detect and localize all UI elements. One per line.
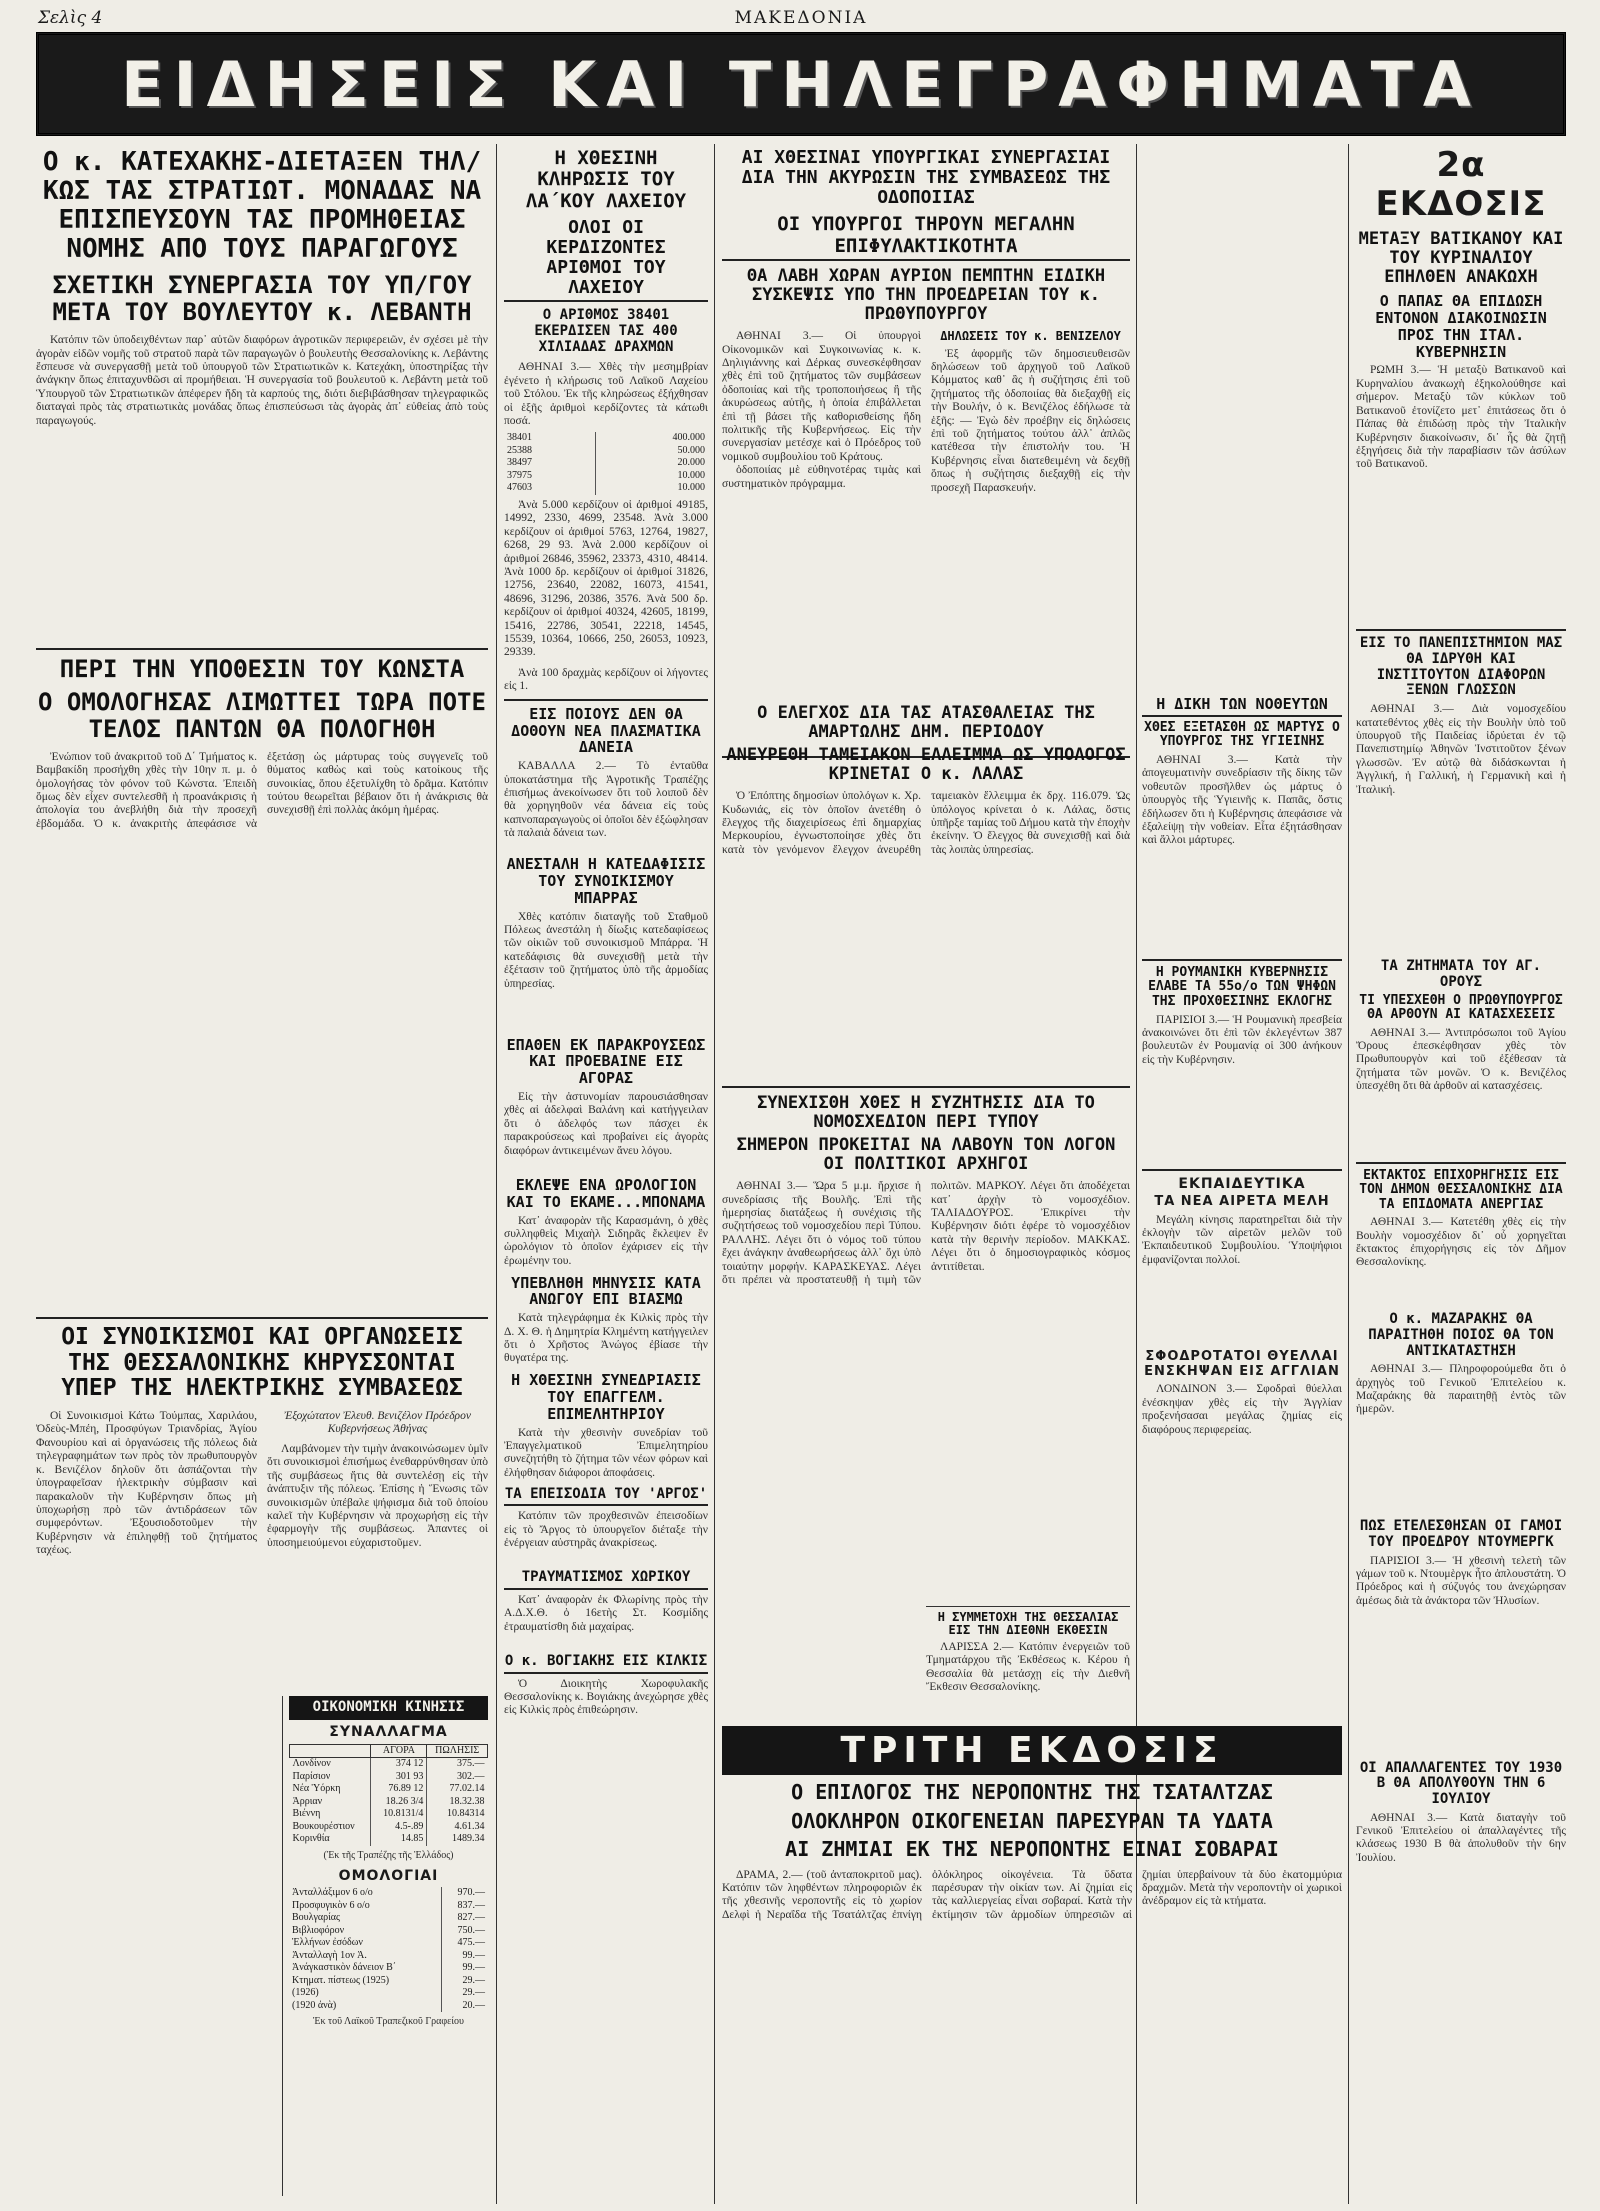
table-cell: 400.000 bbox=[595, 432, 708, 445]
article-body: Ὁ Ἐπόπτης δημοσίων ὑπολόγων κ. Χρ. Κυδωνιάς, εἰς τὸν ὁποῖον ἀνετέθη ὁ ἔλεγχος τῆς διαχειρίσεως ἐπὶ δημαρχίας Μερκουρίου, ἐγνωστοποίησε χθὲς ὅτι κατὰ τὸν γενόμενον ἔλεγχον ἀνευρέθη ταμειακὸν ἔλλειμμα ἐκ δρχ. 116.079. Ὡς ὑπόλογος κρίνεται ὁ κ. Λάλας, ὅστις ὑπῆρξε ταμίας τοῦ Δήμου κατὰ τὴν ἐποχὴν ἐκείνην. Ὁ ἔλεγχος θὰ συνεχισθῇ καὶ διὰ τὰς λοιπὰς ὑπηρεσίας. bbox=[722, 790, 1130, 856]
deck: ΘΑ ΛΑΒΗ ΧΩΡΑΝ ΑΥΡΙΟΝ ΠΕΜΠΤΗΝ ΕΙΔΙΚΗ ΣΥΣΚΕΨΙΣ ΥΠΟ ΤΗΝ ΠΡΟΕΔΡΕΙΑΝ ΤΟΥ κ. ΠΡΩΘΥΠΟΥΡΓΟΥ bbox=[746, 266, 1106, 325]
page-number: Σελὶς 4 bbox=[38, 8, 103, 28]
edition-banner: ΤΡΙΤΗ ΕΚΔΟΣΙΣ bbox=[722, 1726, 1342, 1775]
headline: ΕΚΛΕΨΕ ΕΝΑ ΩΡΟΛΟΓΙΟΝ ΚΑΙ ΤΟ ΕΚΑΜΕ...ΜΠΟΝΑΜΑ bbox=[506, 1175, 706, 1211]
headline: ΤΡΑΥΜΑΤΙΣΜΟΣ ΧΩΡΙΚΟΥ bbox=[504, 1570, 708, 1590]
article-body: Κατ᾽ ἀναφορὰν τῆς Καρασμάνη, ὁ χθὲς συλληφθεὶς Μιχαὴλ Σιδηρᾶς ἔκλεψεν ἓν ὡρολόγιον τὸ ὁποῖον ἐχάρισεν εἰς τὴν ἐρωμένην του. bbox=[504, 1214, 708, 1267]
bonds-table bbox=[289, 1887, 488, 2012]
subheadline: ΑΝΕΥΡΕΘΗ ΤΑΜΕΙΑΚΟΝ ΕΛΛΕΙΜΜΑ ΩΣ ΥΠΟΛΟΓΟΣ ΚΡΙΝΕΤΑΙ Ο κ. ΛΑΛΑΣ bbox=[726, 745, 1126, 785]
table-cell: 29.— bbox=[441, 1987, 488, 2000]
article-body: ΛΑΡΙΣΣΑ 2.— Κατόπιν ἐνεργειῶν τοῦ Τμηματάρχου τῆς Ἐκθέσεως κ. Κέρου ἡ Θεσσαλία θὰ μετάσχῃ εἰς τὴν Διεθνῆ Ἔκθεσιν Θεσσαλονίκης. bbox=[926, 1640, 1130, 1694]
headline: ΕΙΣ ΠΟΙΟΥΣ ΔΕΝ ΘΑ ΔΟΘΟΥΝ ΝΕΑ ΠΛΑΣΜΑΤΙΚΑ ΔΑΝΕΙΑ bbox=[511, 704, 701, 757]
article-body: Κατόπιν τῶν προχθεσινῶν ἐπεισοδίων εἰς τὸ Ἄργος τὸ ὑπουργεῖον διέταξε τὴν ἐνέργειαν αὐστηρᾶς ἀνακρίσεως. bbox=[504, 1510, 708, 1550]
table-cell: 29.— bbox=[441, 1975, 488, 1988]
table-cell: 375.— bbox=[427, 1758, 488, 1771]
exchange-row bbox=[290, 1758, 488, 1771]
table-cell: 99.— bbox=[441, 1962, 488, 1975]
column-rule bbox=[1348, 144, 1349, 2204]
table-cell: 76.89 12 bbox=[371, 1783, 427, 1796]
col-header: ΠΩΛΗΣΙΣ bbox=[427, 1744, 488, 1758]
edition-title: 2α ΕΚΔΟΣΙΣ bbox=[1375, 145, 1547, 225]
article-body: ΑΘΗΝΑΙ 3.— Ἀντιπρόσωποι τοῦ Ἁγίου Ὄρους ἐπεσκέφθησαν χθὲς τὸν Πρωθυπουργὸν καὶ τοῦ ἐξέθεσαν τὰ ζητήματα τῶν μονῶν. Ὁ κ. Βενιζέλος ὑπεσχέθη ὅτι θὰ ἀρθοῦν αἱ κατασχέσεις. bbox=[1356, 1026, 1566, 1093]
exchange-row bbox=[290, 1821, 488, 1834]
lottery-row bbox=[504, 482, 708, 495]
article-divider bbox=[1142, 1169, 1342, 1171]
table-cell: Παρίσιον bbox=[292, 1770, 331, 1782]
bond-row bbox=[289, 2000, 488, 2013]
article-divider bbox=[36, 648, 488, 650]
headline: ΣΦΟΔΡΟΤΑΤΟΙ ΘΥΕΛΛΑΙ ΕΝΣΚΗΨΑΝ ΕΙΣ ΑΓΓΛΙΑΝ bbox=[1144, 1348, 1340, 1379]
article-body: ΑΘΗΝΑΙ 3.— Κατετέθη χθὲς εἰς τὴν Βουλὴν νομοσχέδιον δι᾽ οὗ χορηγεῖται ἔκτακτος ἐπιχορήγησις εἰς τὸν Δῆμον Θεσσαλονίκης. bbox=[1356, 1216, 1566, 1269]
article-body: ΔΡΑΜΑ, 2.— (τοῦ ἀνταποκριτοῦ μας). Κατόπιν τῶν ληφθέντων πληροφοριῶν ἐκ τῆς χθεσινῆς νεροποντῆς εἰς τὸ χωρίον Δελφὶ ἡ Νεραΐδα τῆς Τσατάλτζας ἐπνίγη ὁλόκληρος οἰκογένεια. Τὰ ὕδατα παρέσυραν τὴν οἰκίαν των. Αἱ ζημίαι εἰς τὰς καλλιεργείας εἶναι σοβαραί. Κατὰ τὴν ἐκτίμησιν τῶν ἁρμοδίων ὑπηρεσιῶν αἱ ζημίαι ὑπερβαίνουν τὰ δύο ἑκατομμύρια δραχμῶν. Μετὰ τὴν νεροποντὴν οἱ χωρικοὶ ἀνέδραμον εἰς τὰ κτήματα. bbox=[722, 1868, 1342, 1921]
exchange-title: ΣΥΝΑΛΛΑΓΜΑ bbox=[329, 1723, 448, 1740]
article-body: ΚΑΒΑΛΛΑ 2.— Τὸ ἐνταῦθα ὑποκατάστημα τῆς Ἀγροτικῆς Τραπέζης ἐπισήμως ἀνεκοίνωσεν ὅτι τοῦ λοιποῦ δὲν θὰ χορηγηθοῦν νέα δάνεια εἰς τοὺς καπνοπαραγωγοὺς οἱ ὁποῖοι δὲν ἐξώφλησαν τὰ παλαιὰ δάνεια των. bbox=[504, 760, 708, 840]
table-cell: 4.61.34 bbox=[427, 1821, 488, 1834]
subheadline: Ο ΟΜΟΛΟΓΗΣΑΣ ΛΙΜΩΤΤΕΙ ΤΩΡΑ ΠΟΤΕ ΤΕΛΟΣ ΠΑΝΤΩΝ ΘΑ ΠΟΛΟΓΗΘΗ bbox=[38, 688, 486, 743]
article-body: Οἱ Συνοικισμοὶ Κάτω Τούμπας, Χαριλάου, Ὀδεὺς-Μπέη, Προσφύγων Τριανδρίας, Ἁγίου Φανουρίου καὶ αἱ ὀργανώσεις τῆς πόλεως διὰ τηλεγραφημάτων των πρὸς τὸν πρωθυπουργὸν κ. Βενιζέλον δηλοῦν ὅτι ἀσπάζονται τὴν ὑπογραφεῖσαν ἠλεκτρικὴν σύμβασιν καὶ παρακαλοῦν τὴν Κυβέρνησιν ὅπως μὴ ὑποχωρήσῃ πρὸ τῶν ἀντιδράσεων τῶν συμφερόντων. Ἐξουσιοδοτοῦμεν τὴν Κυβέρνησιν νὰ ἐπιληφθῇ τοῦ ζητήματος ταχέως. bbox=[36, 1410, 257, 1557]
masthead: ΜΑΚΕΔΟΝΙΑ bbox=[734, 8, 868, 28]
article-body: Ἐξ ἀφορμῆς τῶν δημοσιευθεισῶν δηλώσεων τοῦ ἀρχηγοῦ τοῦ Λαϊκοῦ Κόμματος καθ᾽ ἃς ἡ συζήτησις ἐπὶ τοῦ ζητήματος τῆς ὁδοποιίας θὰ διεξαχθῇ εἰς τὴν Βουλήν, ὁ κ. Βενιζέλος ἐδήλωσε τὰ ἑξῆς: — Ἐγὼ δὲν προέβην εἰς δηλώσεις ἐπὶ τοῦ ζητήματος τούτου ἀλλ᾽ ἁπλῶς κατέθεσα τὴν ἐπιστολήν του. Ἡ Κυβέρνησις εἶναι διατεθειμένη νὰ δεχθῇ ὅπως ἡ συζήτησις διεξαχθῇ εἰς τὴν προσεχῆ Παρασκευήν. bbox=[931, 347, 1130, 494]
subheadline: ΣΗΜΕΡΟΝ ΠΡΟΚΕΙΤΑΙ ΝΑ ΛΑΒΟΥΝ ΤΟΝ ΛΟΓΟΝ ΟΙ ΠΟΛΙΤΙΚΟΙ ΑΡΧΗΓΟΙ bbox=[736, 1135, 1116, 1175]
headline: Ο ΕΠΙΛΟΓΟΣ ΤΗΣ ΝΕΡΟΠΟΝΤΗΣ ΤΗΣ ΤΣΑΤΑΛΤΖΑΣ bbox=[791, 1780, 1273, 1805]
headline: Η ΔΙΚΗ ΤΩΝ ΝΟΘΕΥΤΩΝ bbox=[1142, 696, 1342, 717]
bond-row bbox=[289, 1975, 488, 1988]
article-body: Μεγάλη κίνησις παρατηρεῖται διὰ τὴν ἐκλογὴν τῶν αἱρετῶν μελῶν τοῦ Ἐκπαιδευτικοῦ Συμβουλίου. Ὑποψήφιοι ἐμφανίζονται πολλοί. bbox=[1142, 1213, 1342, 1266]
article-columns bbox=[722, 330, 1130, 750]
exchange-row bbox=[290, 1783, 488, 1796]
article-body: ΠΑΡΙΣΙΟΙ 3.— Ἡ Ρουμανικὴ πρεσβεία ἀνακοινώνει ὅτι ἐπὶ τῶν ἐκλεγέντων 387 βουλευτῶν ἐν Ρουμανίᾳ οἱ 300 ἀνήκουν εἰς τὴν Κυβέρνησιν. bbox=[1142, 1013, 1342, 1066]
article-divider bbox=[1356, 629, 1566, 631]
article-body: ΑΘΗΝΑΙ 3.— Οἱ ὑπουργοὶ Οἰκονομικῶν καὶ Συγκοινωνίας κ. κ. Δηλιγιάννης καὶ Δέρκας συνεσκέφθησαν χθὲς ἐπὶ τοῦ ζητήματος τῶν συμβάσεων ὁδοποιίας καὶ τῆς τροποποιήσεως ἢ τῆς ἀκυρώσεως αὐτῆς, ἡ ὁποία ἐπιβάλλεται ἐπὶ τῇ βάσει τῆς καθορισθείσης ἤδη πολιτικῆς τῆς Κυβερνήσεως. Εἰς τὴν συνεργασίαν μετέσχε καὶ ὁ Πρόεδρος τοῦ νομικοῦ συμβουλίου τοῦ Κράτους. bbox=[722, 330, 921, 463]
table-cell: Κορινθία bbox=[292, 1833, 330, 1845]
article-body: ΑΘΗΝΑΙ 3.— Κατὰ διαταγὴν τοῦ Γενικοῦ Ἐπιτελείου οἱ ἀπαλλαγέντες τῆς κλάσεως 1930 Β θὰ ἀπολυθοῦν τὴν 6ην Ἰουλίου. bbox=[1356, 1811, 1566, 1864]
table-cell: 20.000 bbox=[595, 457, 708, 470]
article-body: Εἰς τὴν ἀστυνομίαν παρουσιάσθησαν χθὲς αἱ ἀδελφαὶ Βαλάνη καὶ κατήγγειλαν ὅτι ὁ ἀδελφός των πάσχει ἐκ παρακρούσεως καὶ προβαίνει εἰς ἀγορὰς διαφόρων ἀντικειμένων ἄνευ λόγου. bbox=[504, 1090, 708, 1157]
headline: Ο ΕΛΕΓΧΟΣ ΔΙΑ ΤΑΣ ΑΤΑΣΘΑΛΕΙΑΣ ΤΗΣ ΑΜΑΡΤΩΛΗΣ ΔΗΜ. ΠΕΡΙΟΔΟΥ bbox=[757, 704, 1095, 743]
headline: Ο κ. ΚΑΤΕΧΑΚΗΣ-ΔΙΕΤΑΞΕΝ ΤΗΛ/ΚΩΣ ΤΑΣ ΣΤΡΑΤΙΩΤ. ΜΟΝΑΔΑΣ ΝΑ ΕΠΙΣΠΕΥΣΟΥΝ ΤΑΣ ΠΡΟΜΗΘΕΙΑΣ ΝΟΜΗΣ ΑΠΟ ΤΟΥΣ ΠΑΡΑΓΩΓΟΥΣ bbox=[42, 147, 482, 265]
headline: ΤΑ ΖΗΤΗΜΑΤΑ ΤΟΥ ΑΓ. ΟΡΟΥΣ bbox=[1380, 958, 1542, 990]
column-rule bbox=[714, 144, 715, 2204]
table-cell: 47603 bbox=[507, 482, 532, 494]
subheadline: ΣΧΕΤΙΚΗ ΣΥΝΕΡΓΑΣΙΑ ΤΟΥ ΥΠ/ΓΟΥ ΜΕΤΑ ΤΟΥ ΒΟΥΛΕΥΤΟΥ κ. ΛΕΒΑΝΤΗ bbox=[52, 271, 472, 327]
article-divider bbox=[1356, 1162, 1566, 1164]
table-cell: 1489.34 bbox=[427, 1833, 488, 1846]
headline: Η ΣΥΜΜΕΤΟΧΗ ΤΗΣ ΘΕΣΣΑΛΙΑΣ ΕΙΣ ΤΗΝ ΔΙΕΘΝΗ ΕΚΘΕΣΙΝ bbox=[937, 1610, 1119, 1638]
table-cell: Ἑλλήνων ἐσόδων bbox=[292, 1937, 363, 1949]
economic-box bbox=[282, 1696, 488, 2196]
exchange-source: (Ἐκ τῆς Τραπέζης τῆς Ἑλλάδος) bbox=[323, 1849, 454, 1861]
bond-row bbox=[289, 1937, 488, 1950]
bond-row bbox=[289, 1887, 488, 1900]
bond-row bbox=[289, 1912, 488, 1925]
newspaper-page bbox=[36, 6, 1566, 2206]
page-topline bbox=[36, 6, 1566, 30]
article-divider bbox=[36, 1317, 488, 1319]
article-body: ΑΘΗΝΑΙ 3.— Ὥρα 5 μ.μ. ἤρχισε ἡ συνεδρίασις τῆς Βουλῆς. Ἐπὶ τῆς ἡμερησίας διατάξεως ἡ συνέχισις τῆς συζητήσεως τοῦ νομοσχεδίου περὶ Τύπου. ΡΑΛΛΗΣ. Λέγει ὅτι ὁ νόμος τοῦ τύπου ἔχει ἀνάγκην ἀναθεωρήσεως ἀλλ᾽ ὄχι ὑπὸ τοιαύτην μορφήν. ΚΑΡΑΣΚΕΥΑΣ. Λέγει ὅτι πρέπει νὰ προστατευθῇ ἡ τιμὴ τῶν πολιτῶν. ΜΑΡΚΟΥ. Λέγει ὅτι ἀποδέχεται κατ᾽ ἀρχὴν τὸ νομοσχέδιον. ΤΑΛΙΑΔΟΥΡΟΣ. Ἐπικρίνει τὴν Κυβέρνησιν διότι ἐφέρε τὸ νομοσχέδιον κατὰ τὴν θερινὴν περίοδον. ΜΑΚΚΑΣ. Λέγει ὅτι ὁ δημοσιογραφικὸς κόσμος ἀντιτίθεται. bbox=[722, 1180, 1130, 1286]
exchange-row bbox=[290, 1808, 488, 1821]
press-law-article bbox=[722, 1086, 1130, 1606]
headline: ΤΑ ΕΠΕΙΣΟΔΙΑ ΤΟΥ 'ΑΡΓΟΣ' bbox=[504, 1487, 708, 1507]
subheadline: ΤΑ ΝΕΑ ΑΙΡΕΤΑ ΜΕΛΗ bbox=[1154, 1193, 1330, 1209]
exchange-table bbox=[289, 1744, 488, 1846]
table-cell: 14.85 bbox=[371, 1833, 427, 1846]
table-cell: Ἀνάγκαστικὸν δάνειον Β΄ bbox=[292, 1962, 397, 1974]
exchange-row bbox=[290, 1771, 488, 1784]
headline: Η ΡΟΥΜΑΝΙΚΗ ΚΥΒΕΡΝΗΣΙΣ ΕΛΑΒΕ ΤΑ 55ο/ο ΤΩΝ ΨΗΦΩΝ ΤΗΣ ΠΡΟΧΘΕΣΙΝΗΣ ΕΚΛΟΓΗΣ bbox=[1148, 964, 1336, 1009]
table-cell: 301 93 bbox=[371, 1771, 427, 1784]
subheadline: ΟΙ ΥΠΟΥΡΓΟΙ ΤΗΡΟΥΝ ΜΕΓΑΛΗΝ ΕΠΙΦΥΛΑΚΤΙΚΟΤΗΤΑ bbox=[722, 214, 1130, 261]
headline: Η ΧΘΕΣΙΝΗ ΣΥΝΕΔΡΙΑΣΙΣ ΤΟΥ ΕΠΑΓΓΕΛΜ. ΕΠΙΜΕΛΗΤΗΡΙΟΥ bbox=[511, 1371, 701, 1423]
headline: ΕΠΑΘΕΝ ΕΚ ΠΑΡΑΚΡΟΥΣΕΩΣ ΚΑΙ ΠΡΟΕΒΑΙΝΕ ΕΙΣ ΑΓΟΡΑΣ bbox=[506, 1035, 706, 1088]
lottery-row bbox=[504, 445, 708, 458]
headline: ΕΙΣ ΤΟ ΠΑΝΕΠΙΣΤΗΜΙΟΝ ΜΑΣ ΘΑ ΙΔΡΥΘΗ ΚΑΙ ΙΝΣΤΙΤΟΥΤΟΝ ΔΙΑΦΟΡΩΝ ΞΕΝΩΝ ΓΛΩΣΣΩΝ bbox=[1359, 635, 1563, 699]
column-rule bbox=[496, 144, 497, 2204]
table-cell: 374 12 bbox=[371, 1758, 427, 1771]
table-cell: Προσφυγικὸν 6 ο/ο bbox=[292, 1899, 370, 1911]
table-cell: 10.84314 bbox=[427, 1808, 488, 1821]
headline: ΕΚΤΑΚΤΟΣ ΕΠΙΧΟΡΗΓΗΣΙΣ ΕΙΣ ΤΟΝ ΔΗΜΟΝ ΘΕΣΣΑΛΟΝΙΚΗΣ ΔΙΑ ΤΑ ΕΠΙΔΟΜΑΤΑ ΑΝΕΡΓΙΑΣ bbox=[1359, 1167, 1563, 1212]
bonds-title: ΟΜΟΛΟΓΙΑΙ bbox=[338, 1868, 439, 1885]
table-cell: (1920 ἀνὰ) bbox=[292, 1999, 337, 2011]
article-body: ΑΘΗΝΑΙ 3.— Πληροφορούμεθα ὅτι ὁ ἀρχηγὸς τοῦ Γενικοῦ Ἐπιτελείου κ. Μαζαράκης θὰ παραιτηθῇ ἐντὸς τῶν ἡμερῶν. bbox=[1356, 1363, 1566, 1416]
inline-heading: ΔΗΛΩΣΕΙΣ ΤΟΥ κ. ΒΕΝΙΖΕΛΟΥ bbox=[940, 330, 1121, 344]
table-cell: 25388 bbox=[507, 444, 532, 456]
table-cell: Νέα Ὑόρκη bbox=[292, 1783, 341, 1795]
subheadline: Ο ΠΑΠΑΣ ΘΑ ΕΠΙΔΩΣΗ ΕΝΤΟΝΟΝ ΔΙΑΚΟΙΝΩΣΙΝ ΠΡΟΣ ΤΗΝ ΙΤΑΛ. ΚΥΒΕΡΝΗΣΙΝ bbox=[1375, 292, 1547, 361]
bonds-source: Ἐκ τοῦ Λαϊκοῦ Τραπεζικοῦ Γραφείου bbox=[313, 2016, 464, 2028]
col-header: ΑΓΟΡΑ bbox=[371, 1744, 427, 1758]
article-body: Ἀνὰ 5.000 κερδίζουν οἱ ἀριθμοί 49185, 14992, 2330, 4699, 23548. Ἀνὰ 3.000 κερδίζουν οἱ ἀριθμοί 5763, 12764, 19827, 6268, 29 93. Ἀνὰ 2.000 κερδίζουν οἱ ἀριθμοί 26846, 35962, 23373, 4310, 48414. Ἀνὰ 1000 δρ. κερδίζουν οἱ ἀριθμοί 31826, 12756, 23640, 22082, 16073, 41541, 48696, 31296, 20386, 3576. Ἀνὰ 500 δρ. κερδίζουν οἱ ἀριθμοί 40324, 42605, 18199, 15416, 22786, 30541, 22218, 14545, 15539, 10364, 10666, 250, 26053, 10923, 29339. bbox=[504, 498, 708, 659]
table-cell: (1926) bbox=[292, 1987, 319, 1999]
lottery-row bbox=[504, 470, 708, 483]
article-body: Ἐνώπιον τοῦ ἀνακριτοῦ τοῦ Δ΄ Τμήματος κ. Βαμβακίδη προσήχθη χθὲς τὴν 10ην π. μ. ὁ ὁμολογήσας τὸν φόνον τοῦ Κώνστα. Ἐπειδὴ ὅμως δὲν εἶχεν συντελεσθῆ ἡ προανάκρισις ἡ ἀπολογία του ἀνεβλήθη διὰ τὴν προσεχῆ ἑβδομάδα. Ὁ κ. ἀνακριτὴς ἀπεφάσισε νὰ ἐξετάσῃ ὡς μάρτυρας τοὺς συγγενεῖς τοῦ θύματος καθὼς καὶ τοὺς κατοίκους τῆς συνοικίας, ὅπου ἐξετυλίχθη τὸ δρᾶμα. Κατόπιν τούτου θεωρεῖται βέβαιον ὅτι ἡ ἀνάκρισις θὰ συνεχισθῇ ἐπὶ πολλὰς ἀκόμη ἡμέρας. bbox=[36, 750, 488, 830]
bond-row bbox=[289, 1925, 488, 1938]
bond-row bbox=[289, 1950, 488, 1963]
article-body: ΠΑΡΙΣΙΟΙ 3.— Ἡ χθεσινὴ τελετὴ τῶν γάμων τοῦ κ. Ντουμὲργκ ἦτο ἁπλουστάτη. Ὁ Πρόεδρος καὶ ἡ σύζυγός του ἀνεχώρησαν ἀμέσως διὰ τὰ ἀνάκτορα τῶν Ἠλυσίων. bbox=[1356, 1554, 1566, 1607]
article-body: Ἀνὰ 100 δραχμὰς κερδίζουν οἱ λήγοντες εἰς 1. bbox=[504, 666, 708, 693]
lottery-row bbox=[504, 457, 708, 470]
table-cell: 18.26 3/4 bbox=[371, 1796, 427, 1809]
column-2 bbox=[504, 144, 708, 2204]
section-banner bbox=[36, 32, 1566, 136]
table-cell: Ἀρριαν bbox=[292, 1795, 323, 1807]
column-3b bbox=[1136, 696, 1348, 1696]
headline: ΕΚΠΑΙΔΕΥΤΙΚΑ bbox=[1178, 1175, 1306, 1192]
headline: ΟΙ ΑΠΑΛΛΑΓΕΝΤΕΣ ΤΟΥ 1930 Β ΘΑ ΑΠΟΛΥΘΟΥΝ ΤΗΝ 6 ΙΟΥΛΙΟΥ bbox=[1359, 1759, 1563, 1807]
table-cell: 10.8131/4 bbox=[371, 1808, 427, 1821]
article-body: Κατὰ τὴν χθεσινὴν συνεδρίαν τοῦ Ἐπαγγελματικοῦ Ἐπιμελητηρίου συνεζητήθη τὸ ζήτημα τῶν νέων φόρων καὶ ἐλήφθησαν διάφοροι ἀποφάσεις. bbox=[504, 1426, 708, 1479]
bond-row bbox=[289, 1987, 488, 2000]
headline: ΥΠΕΒΛΗΘΗ ΜΗΝΥΣΙΣ ΚΑΤΑ ΑΝΩΓΟΥ ΕΠΙ ΒΙΑΣΜΩ bbox=[511, 1273, 701, 1309]
table-cell: Βιβλιοφόρον bbox=[292, 1924, 345, 1936]
bond-row bbox=[289, 1900, 488, 1913]
headline: ΜΕΤΑΞΥ ΒΑΤΙΚΑΝΟΥ ΚΑΙ ΤΟΥ ΚΥΡΙΝΑΛΙΟΥ ΕΠΗΛΘΕΝ ΑΝΑΚΩΧΗ bbox=[1358, 229, 1564, 288]
table-cell: Ἀνταλλαγὴ 1ον Ἀ. bbox=[292, 1949, 367, 1961]
lottery-row bbox=[504, 432, 708, 445]
deck: Ο ΑΡΙΘΜΟΣ 38401 ΕΚΕΡΔΙΣΕΝ ΤΑΣ 400 ΧΙΛΙΑΔΑΣ ΔΡΑΧΜΩΝ bbox=[534, 307, 678, 355]
table-cell: 99.— bbox=[441, 1950, 488, 1963]
article-body: Κατὰ τηλεγράφημα ἐκ Κιλκὶς πρὸς τὴν Δ. Χ. Θ. ἡ Δημητρία Κλημέντη κατήγγειλεν ὅτι ὁ Χρῆστος Ἀνώγος ἐβίασε τὴν θυγατέρα της. bbox=[504, 1312, 708, 1365]
subheadline: ΧΘΕΣ ΕΞΕΤΑΣΘΗ ΩΣ ΜΑΡΤΥΣ Ο ΥΠΟΥΡΓΟΣ ΤΗΣ ΥΓΙΕΙΝΗΣ bbox=[1144, 719, 1340, 750]
telegram-address: Ἐξοχώτατον Ἐλευθ. Βενιζέλον Πρόεδρον Κυβερνήσεως Ἀθήνας bbox=[284, 1410, 471, 1436]
economic-title: ΟΙΚΟΝΟΜΙΚΗ ΚΙΝΗΣΙΣ bbox=[289, 1696, 488, 1720]
table-cell: 38497 bbox=[507, 457, 532, 469]
headline: Ο κ. ΒΟΓΙΑΚΗΣ ΕΙΣ ΚΙΛΚΙΣ bbox=[504, 1654, 708, 1674]
article-body: ΑΘΗΝΑΙ 3.— Διὰ νομοσχεδίου κατατεθέντος χθὲς εἰς τὴν Βουλὴν ὑπὸ τοῦ ὑπουργοῦ τῆς Παιδείας ἱδρύεται ἐν τῷ Πανεπιστημίῳ Ἀθηνῶν Ἰνστιτοῦτον ξένων γλωσσῶν. Ἐν αὐτῷ θὰ διδάσκωνται ἡ Ἀγγλική, ἡ Γαλλική, ἡ Γερμανικὴ καὶ ἡ Ἰταλική. bbox=[1356, 703, 1566, 796]
exhibition-article bbox=[926, 1606, 1130, 1721]
table-cell: Κτηματ. πίστεως (1925) bbox=[292, 1974, 390, 1986]
article-body: ΑΘΗΝΑΙ 3.— Κατὰ τὴν ἀπογευματινὴν συνεδρίασιν τῆς δίκης τῶν νοθευτῶν προσῆλθεν ὡς μάρτυς ὁ ὑπουργὸς τῆς Ὑγιεινῆς κ. Παπᾶς, ὅστις ἐδήλωσεν ὅτι ἡ Κυβέρνησις ἀπεφάσισε νὰ ἐξαλείψῃ τὴν νοθείαν. Εἶτα ἐξητάσθησαν καὶ ἄλλοι μάρτυρες. bbox=[1142, 753, 1342, 847]
table-cell: 750.— bbox=[441, 1925, 488, 1938]
table-cell: 37975 bbox=[507, 469, 532, 481]
exchange-row bbox=[290, 1796, 488, 1809]
article-divider bbox=[504, 699, 708, 701]
table-cell: 18.32.38 bbox=[427, 1796, 488, 1809]
subheadline: ΑΙ ΖΗΜΙΑΙ ΕΚ ΤΗΣ ΝΕΡΟΠΟΝΤΗΣ ΕΙΝΑΙ ΣΟΒΑΡΑΙ bbox=[785, 1837, 1279, 1862]
table-cell: 827.— bbox=[441, 1912, 488, 1925]
table-cell: 302.— bbox=[427, 1771, 488, 1784]
article-body: Κατόπιν τῶν ὑποδειχθέντων παρ᾽ αὐτῶν διαφόρων ἀγροτικῶν περιφερειῶν, ἐν σχέσει μὲ τὴν ἀγορὰν εἰδῶν νομῆς τοῦ στρατοῦ παρὰ τῶν παραγωγῶν ὁ βουλευτὴς Θεσσαλονίκης κ. Λεβάντης ἔσπευσε νὰ συνεργασθῇ μετὰ τοῦ ὑπουργοῦ τῶν Στρατιωτικῶν κ. Κατεχάκη, ὑποστηρίξας τὴν ἀνάγκην ὅπως ἐπιταχυνθῶσι αἱ προμήθειαι. Ἡ συνεργασία τοῦ βουλευτοῦ κ. Λεβάντη μετὰ τοῦ Ὑπουργοῦ τῶν Στρατιωτικῶν ἀπέφερεν ἤδη τὰ καρπούς της, διότι διεβιβάσθησαν τηλεγραφικῶς διαταγαὶ πρὸς τὰς στρατιωτικὰς μονάδας ὅπως ἐπισπεύσωσι τὰς ἀγορὰς ἀπ᾽ εὐθείας ἀπὸ τοὺς παραγωγούς. bbox=[36, 334, 488, 427]
exchange-row bbox=[290, 1833, 488, 1846]
headline: ΠΕΡΙ ΤΗΝ ΥΠΟΘΕΣΙΝ ΤΟΥ ΚΩΝΣΤΑ bbox=[59, 655, 465, 684]
table-cell: Ἀνταλλάξιμον 6 ο/ο bbox=[292, 1887, 373, 1899]
article-body: ΛΟΝΔΙΝΟΝ 3.— Σφοδραὶ θύελλαι ἐνέσκηψαν χθὲς εἰς τὴν Ἀγγλίαν προξενήσασαι μεγάλας ζημίας εἰς διαφόρους περιφερείας. bbox=[1142, 1383, 1342, 1436]
headline: Ο κ. ΜΑΖΑΡΑΚΗΣ ΘΑ ΠΑΡΑΙΤΗΘΗ ΠΟΙΟΣ ΘΑ ΤΟΝ ΑΝΤΙΚΑΤΑΣΤΗΣΗ bbox=[1368, 1311, 1554, 1359]
table-cell: 475.— bbox=[441, 1937, 488, 1950]
table-cell: 38401 bbox=[507, 432, 532, 444]
article-body: Ὁ Διοικητὴς Χωροφυλακῆς Θεσσαλονίκης κ. Βογιάκης ἀνεχώρησε χθὲς εἰς Κιλκὶς πρὸς ἐπιθεώρησιν. bbox=[504, 1677, 708, 1717]
headline: Η ΧΘΕΣΙΝΗ ΚΛΗΡΩΣΙΣ ΤΟΥ ΛΑ΄ΚΟΥ ΛΑΧΕΙΟΥ bbox=[525, 147, 687, 212]
lottery-table bbox=[504, 432, 708, 495]
table-cell: Βουκουρέστιον bbox=[292, 1820, 355, 1832]
table-cell: 77.02.14 bbox=[427, 1783, 488, 1796]
audit-article bbox=[722, 704, 1130, 1084]
headline: ΣΥΝΕΧΙΣΘΗ ΧΘΕΣ Η ΣΥΖΗΤΗΣΙΣ ΔΙΑ ΤΟ ΝΟΜΟΣΧΕΔΙΟΝ ΠΕΡΙ ΤΥΠΟΥ bbox=[757, 1093, 1095, 1133]
article-body: Κατ᾽ ἀναφορὰν ἐκ Φλωρίνης πρὸς τὴν Α.Δ.Χ.Θ. ὁ 16ετὴς Στ. Κοσμίδης ἐτραυματίσθη διὰ μαχαίρας. bbox=[504, 1593, 708, 1633]
table-cell: Βουλγαρίας bbox=[292, 1912, 341, 1924]
table-cell: 20.— bbox=[441, 2000, 488, 2013]
table-cell: Λονδίνον bbox=[292, 1758, 331, 1770]
subheadline: ΟΛΟΙ ΟΙ ΚΕΡΔΙΖΟΝΤΕΣ ΑΡΙΘΜΟΙ ΤΟΥ ΛΑΧΕΙΟΥ bbox=[504, 218, 708, 303]
table-cell: 4.5-.89 bbox=[371, 1821, 427, 1834]
headline: ΠΩΣ ΕΤΕΛΕΣΘΗΣΑΝ ΟΙ ΓΑΜΟΙ ΤΟΥ ΠΡΟΕΔΡΟΥ ΝΤΟΥΜΕΡΓΚ bbox=[1359, 1518, 1563, 1550]
column-4 bbox=[1356, 144, 1566, 2204]
table-cell: 837.— bbox=[441, 1900, 488, 1913]
headline: ΑΙ ΧΘΕΣΙΝΑΙ ΥΠΟΥΡΓΙΚΑΙ ΣΥΝΕΡΓΑΣΙΑΙ ΔΙΑ ΤΗΝ ΑΚΥΡΩΣΙΝ ΤΗΣ ΣΥΜΒΑΣΕΩΣ ΤΗΣ ΟΔΟΠΟΙΙΑΣ bbox=[741, 147, 1111, 209]
table-cell: 10.000 bbox=[595, 470, 708, 483]
headline: ΟΙ ΣΥΝΟΙΚΙΣΜΟΙ ΚΑΙ ΟΡΓΑΝΩΣΕΙΣ ΤΗΣ ΘΕΣΣΑΛΟΝΙΚΗΣ ΚΗΡΥΣΣΟΝΤΑΙ ΥΠΕΡ ΤΗΣ ΗΛΕΚΤΡΙΚΗΣ ΣΥΜΒΑΣΕΩΣ bbox=[61, 1323, 463, 1402]
article-body: ΡΩΜΗ 3.— Ἡ μεταξὺ Βατικανοῦ καὶ Κυρηναλίου ἀνακωχὴ ἐξηκολούθησε καὶ σήμερον. Μεταξὺ τῶν κύκλων τοῦ Βατικανοῦ ἐτονίζετο μετ᾽ ἐπιτάσεως ὅτι ὁ Πάπας θὰ ἐπιδώσῃ πρὸς τὴν Ἰταλικὴν Κυβέρνησιν διακοίνωσιν, δι᾽ ἧς θὰ ζητῇ ἐξηγήσεις διὰ τὴν παραβίασιν τῶν ἀσύλων τοῦ Βατικανοῦ. bbox=[1356, 364, 1566, 471]
article-body: ΑΘΗΝΑΙ 3.— Χθὲς τὴν μεσημβρίαν ἐγένετο ἡ κλήρωσις τοῦ Λαϊκοῦ Λαχείου τοῦ Στόλου. Ἐκ τῆς κληρώσεως ἐξήχθησαν οἱ ἑξῆς ἀριθμοὶ κερδίζοντες τὰ κάτωθι ποσά. bbox=[504, 361, 708, 428]
article-body: Λαμβάνομεν τὴν τιμὴν ἀνακοινώσωμεν ὑμῖν ὅτι συνοικισμοὶ ἐπισήμως ἐνεθαρρύνθησαν ὑπὸ τῆς συμβάσεως ἤτις θὰ συντελέσῃ εἰς τὴν ἀνάπτυξιν τῆς πόλεως. Ἐπίσης ἡ Ἕνωσις τῶν συνοικισμῶν ὑπέβαλε ψήφισμα διὰ τοῦ ὁποίου καλεῖ τὴν Κυβέρνησιν νὰ προχωρήσῃ εἰς τὴν ἐφαρμογὴν τῆς συμβάσεως. Ἀπαντες οἱ ὑποσημειούμενοι εὐχαριστοῦμεν. bbox=[267, 1442, 488, 1549]
third-edition-article bbox=[722, 1726, 1342, 2206]
table-cell: Βιέννη bbox=[292, 1808, 321, 1820]
table-cell: 970.— bbox=[441, 1887, 488, 1900]
banner-title: ΕΙΔΗΣΕΙΣ ΚΑΙ ΤΗΛΕΓΡΑΦΗΜΑΤΑ bbox=[121, 47, 1481, 121]
article-body: ὁδοποιίας μὲ εὐθηνοτέρας τιμὰς καὶ συστηματικὸν πρόγραμμα. bbox=[722, 464, 921, 490]
headline: ΑΝΕΣΤΑΛΗ Η ΚΑΤΕΔΑΦΙΣΙΣ ΤΟΥ ΣΥΝΟΙΚΙΣΜΟΥ ΜΠΑΡΡΑΣ bbox=[506, 855, 706, 907]
article-divider bbox=[1142, 959, 1342, 961]
article-body: Χθὲς κατόπιν διαταγῆς τοῦ Σταθμοῦ Πόλεως ἀνεστάλη ἡ δίωξις κατεδαφίσεως τῶν οἰκιῶν τοῦ συνοικισμοῦ Μπάρρα. Ἡ κατεδάφισις θὰ συνεχισθῇ μετὰ τὴν ἐξέτασιν τοῦ ζητήματος ὑπὸ τῆς ἁρμοδίας ὑπηρεσίας. bbox=[504, 910, 708, 990]
subheadline: ΤΙ ΥΠΕΣΧΕΘΗ Ο ΠΡΩΘΥΠΟΥΡΓΟΣ ΘΑ ΑΡΘΟΥΝ ΑΙ ΚΑΤΑΣΧΕΣΕΙΣ bbox=[1359, 992, 1563, 1023]
bond-row bbox=[289, 1962, 488, 1975]
subheadline: ΟΛΟΚΛΗΡΟΝ ΟΙΚΟΓΕΝΕΙΑΝ ΠΑΡΕΣΥΡΑΝ ΤΑ ΥΔΑΤΑ bbox=[791, 1808, 1273, 1833]
table-cell: 50.000 bbox=[595, 445, 708, 458]
table-cell: 10.000 bbox=[595, 482, 708, 495]
